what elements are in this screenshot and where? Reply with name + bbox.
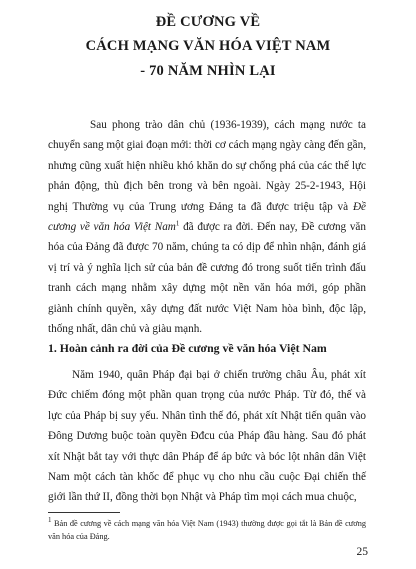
intro-text-part2: đã được ra đời. Đến nay, Đề cương văn hóa của Đảng đã được 70 năm, chúng ta có dịp để nhìn nhận, đánh giá vị trí và ý nghĩa lịch sử của bản đề cương đó trong suốt tiến trình đấu tranh cách mạng nhằm xây dựng một nền văn hóa mới, góp phần giành chính quyền, xây dựng đất nước Việt Nam hòa bình, độc lập, thống nhất, dân chủ và giàu mạnh. — [48, 221, 366, 336]
page-number: 25 — [356, 546, 368, 558]
footnote — [48, 518, 366, 543]
section-heading: 1. Hoàn cảnh ra đời của Đề cương về văn hóa Việt Nam — [48, 341, 327, 355]
footnote-text: Bản đề cương về cách mạng văn hóa Việt Nam (1943) thường được gọi tắt là Bản đề cương văn hóa của Đảng. — [48, 519, 366, 541]
intro-italic-title: Đề cương về văn hóa Việt Nam — [48, 200, 366, 234]
footnote-divider — [48, 512, 120, 513]
intro-paragraph — [48, 115, 366, 339]
title-line-2: CÁCH MẠNG VĂN HÓA VIỆT NAM — [85, 38, 331, 54]
section-body-paragraph: Năm 1940, quân Pháp đại bại ở chiến trường châu Âu, phát xít Đức chiếm đóng một phần quan trọng của nước Pháp. Từ đó, thế và lực của Pháp bị suy yếu. Nhân tình thế đó, phát xít Nhật tiến quân vào Đông Dương buộc toàn quyền Đđcu của Pháp đầu hàng. Sau đó phát xít Nhật bắt tay với thực dân Pháp để áp bức và bóc lột nhân dân Việt Nam một cách tàn khốc để phục vụ cho nhu cầu cuộc Đại chiến thế giới lần thứ II, đồng thời bọn Nhật và Pháp tìm mọi cách mua chuộc, — [48, 369, 366, 504]
footnote-reference[interactable]: 1 — [175, 219, 180, 228]
title-line-3: - 70 NĂM NHÌN LẠI — [140, 63, 276, 79]
footnote-mark: 1 — [48, 516, 52, 525]
intro-text-part1: Sau phong trào dân chủ (1936-1939), cách mạng nước ta chuyển sang một giai đoạn mới: thời cơ cách mạng ngày càng đến gần, nhưng cũng xuất hiện nhiều khó khăn do sự chống phá của các thế lực phản động, thù địch bên trong và bên ngoài. Ngày 25-2-1943, Hội nghị Thường vụ của Trung ương Đảng ta đã được triệu tập và — [48, 119, 366, 213]
title-line-1: ĐỀ CƯƠNG VỀ — [155, 14, 261, 30]
